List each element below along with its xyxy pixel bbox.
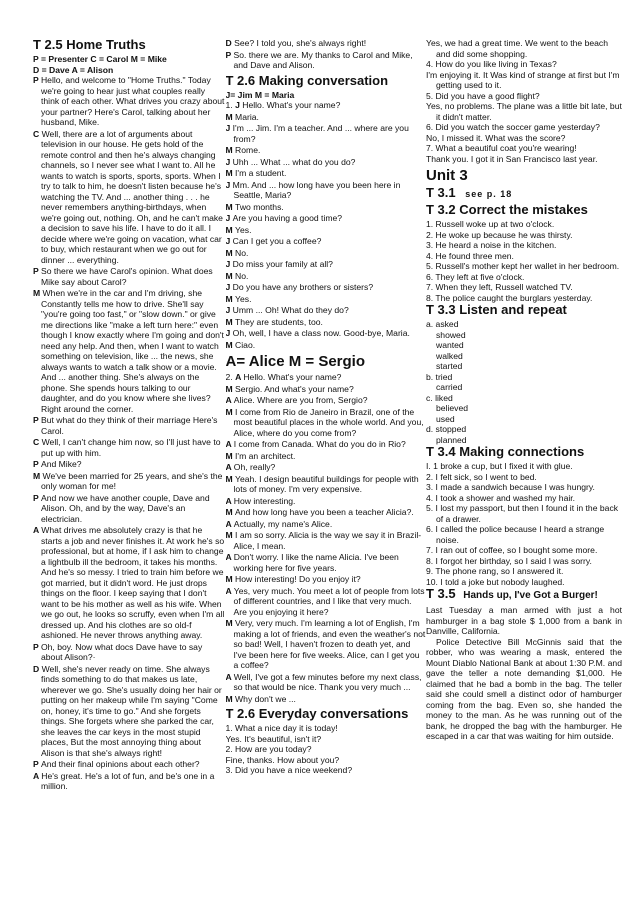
speaker-label: M [225, 473, 236, 484]
cast-line-jim-maria: J= Jim M = Maria [225, 89, 295, 100]
dialogue-line [226, 586, 426, 618]
unit-title: Unit 3 [426, 167, 468, 184]
story-paragraph: Police Detective Bill McGinnis said that the robber, who was wearing a mask, entered the Mount Diablo National Bank at about 1:30 P.M. and gave the teller a note demanding $1,000. He claimed that he bad a bomb in the bag. The teller said she could smell a distinct odor of hamburger coming from the bag. Even so, she handed the money to the man. As he was running out of the bank, he dropped the bag with the hamburger. He escaped in a car that was waiting for him outside. [426, 636, 622, 741]
dialogue-line [226, 519, 426, 530]
dialogue-line [226, 168, 426, 179]
speaker-label: C [33, 128, 42, 139]
dialogue-line [33, 129, 225, 266]
section-title-t35 [426, 587, 622, 603]
speaker-label: A [225, 585, 234, 596]
dialogue-line [226, 282, 426, 293]
list-item: 3. He heard a noise in the kitchen. [426, 240, 557, 250]
column-2 [226, 38, 426, 893]
line-text: Maria. [235, 111, 259, 122]
section-title-t26: T 2.6 Making conversation [225, 72, 389, 88]
word-item: planned [436, 434, 467, 445]
speaker-label: M [225, 507, 236, 517]
list-t34 [426, 461, 622, 587]
speaker-label: J [225, 156, 233, 167]
line-text: Very, very much. I'm learning a lot of English, I'm making a lot of friends, and even the weather's not so bad! Well, I haven't frozen to death yet, and I've been here for five weeks. Alice, can I get you a coffee? [233, 618, 426, 670]
dialogue-line [226, 552, 426, 573]
list-item: 6. They left at five o'clock. [426, 271, 525, 282]
line-text: Two months. [235, 201, 284, 212]
word-item: showed [436, 329, 466, 340]
column-1 [33, 38, 225, 893]
speaker-label: M [225, 383, 236, 394]
dialogue-line [33, 664, 225, 759]
list-item: 5. Did you have a good flight? [426, 90, 540, 101]
line-text: Are you having a good time? [232, 213, 343, 223]
group-label: d. stopped [426, 424, 467, 434]
speaker-label: A [225, 518, 234, 529]
speaker-label: J [225, 259, 233, 269]
dialogue-line [226, 507, 426, 518]
line-text: Well, I can't change him now, so I'll just have to put up with him. [41, 437, 221, 458]
speaker-label: P [33, 641, 41, 652]
speaker-label: A [33, 525, 42, 535]
speaker-label: M [225, 450, 236, 461]
speaker-label: M [225, 270, 236, 281]
speaker-label: J [225, 305, 233, 315]
dialogue-line [226, 180, 426, 201]
speaker-label: A [225, 439, 234, 449]
speaker-label: D [225, 38, 235, 48]
list-item: 7. I ran out of coffee, so I bought some more. [426, 545, 598, 555]
speaker-label: A [225, 495, 234, 506]
speaker-label: A [225, 671, 234, 682]
speaker-label: A [225, 395, 234, 405]
line-text: No. [235, 270, 249, 281]
speaker-label: M [225, 530, 236, 540]
list-item: 6. I called the police because I heard a strange noise. [426, 524, 605, 545]
list-item: 4. How do you like living in Texas? [426, 59, 557, 69]
line-text: Hello. What's your name? [242, 100, 341, 110]
line-text: Well, there are a lot of arguments about television in our house. He gets hold of the remote control and then he's always changing channels, so I never see what I want to. All he wants to watch is sports, sports, sports. When I try to talk to him, he doesn't listen because he's watching the TV. And ... another thing . . . he never remembers anything-birthdays, when we're going out, nothing. Oh, and he can't make a decision to save his life. I have to do it all. I decide where we're going on vacation, what car to buy, which restaurant when we go out for dinner ... everything. [41, 128, 223, 265]
line-text: Mm. And ... how long have you been here in Seattle, Maria? [232, 179, 401, 200]
dialogue-line [33, 759, 225, 770]
line-text: No. [235, 247, 249, 258]
list-item: 4. I took a shower and washed my hair. [426, 492, 576, 503]
speaker-label: M [225, 339, 236, 350]
dialogue-line [226, 305, 426, 316]
speaker-label: D [33, 663, 42, 674]
t31-subtitle: see p. 18 [465, 189, 513, 199]
dialogue-t26-1 [226, 100, 426, 350]
dialogue-line [226, 451, 426, 462]
dialogue-line [226, 100, 426, 111]
dialogue-line [33, 471, 225, 492]
line-text: Can I get you a coffee? [232, 236, 322, 246]
line-text: Hello. What's your name? [243, 372, 342, 382]
line-text: Sergio. And what's your name? [235, 383, 354, 394]
dialogue-line [226, 50, 426, 71]
column-3 [426, 38, 622, 893]
list-item: Yes, no problems. The plane was a little bit late, but it didn't matter. [426, 101, 622, 122]
line-text: Oh, boy. Now what docs Dave have to say about Alison?· [40, 641, 203, 662]
speaker-label: M [225, 111, 236, 122]
list-t33 [426, 319, 622, 445]
line-text: How interesting! Do you enjoy it? [235, 574, 361, 584]
story-paragraph: Last Tuesday a man armed with just a hot hamburger in a bag stole $ 1,000 from a bank in Danville, California. [426, 605, 622, 636]
dialogue-line [226, 328, 426, 339]
line-text: Yes. [235, 293, 252, 304]
speaker-label: M [33, 288, 43, 298]
dialogue-line [226, 225, 426, 236]
dialogue-line [226, 123, 426, 144]
speaker-label: J [235, 100, 243, 110]
line-text: I come from Rio de Janeiro in Brazil, one of the most beautiful places in the whole world. And you, Alice, where do you come from? [233, 406, 424, 438]
speaker-label: J [225, 236, 233, 246]
cast-line-2: D = Dave A = Alison [33, 64, 114, 75]
list-item: 8. The police caught the burglars yesterday. [426, 292, 593, 303]
dialogue-line [33, 266, 225, 287]
word-item: carried [436, 382, 463, 392]
section-title-t25: T 2.5 Home Truths [33, 38, 146, 52]
dialogue-line [226, 474, 426, 495]
speaker-label: P [33, 415, 41, 425]
group-label: b. tried [426, 371, 453, 382]
line-text: Well, she's never ready on time. She always finds something to do that makes us late, wherever we go. She's usually doing her hair or putting on her makeup while I'm saying "Come on, honey, it's time to go." And she forgets things. She forgets where she parked the car, she leaves the car keys in the most stupid places, But the most annoying thing about Alison is that she's always right! [41, 663, 222, 758]
line-text: I'm ... Jim. I'm a teacher. And ... where are you from? [232, 123, 409, 144]
speaker-label: M [225, 406, 236, 417]
speaker-label: M [225, 224, 236, 235]
section-title-t33: T 3.3 Listen and repeat [426, 302, 567, 317]
dialogue-line [33, 525, 225, 641]
speaker-label: M [225, 693, 236, 704]
line-text: Rome. [235, 145, 261, 155]
speaker-label: C [33, 437, 42, 447]
dialogue-line [226, 694, 426, 705]
speaker-label: M [225, 247, 236, 258]
speaker-label: A [225, 462, 234, 472]
section-title-t31 [426, 186, 622, 201]
dialogue-line [226, 618, 426, 671]
speaker-label: A [33, 770, 42, 781]
word-item: believed [436, 403, 469, 413]
list-item: 1. What a nice day it is today! [225, 723, 338, 733]
line-text: See? I told you, she's always right! [234, 38, 367, 48]
section-title-alice-sergio: A= Alice M = Sergio [225, 353, 365, 370]
list-item: I'm enjoying it. It Was kind of strange at first but I'm getting used to it. [426, 69, 620, 90]
section-title-t26-everyday: T 2.6 Everyday conversations [225, 706, 409, 721]
dialogue-line [33, 771, 225, 792]
dialogue-line [33, 642, 225, 663]
line-text: I'm an architect. [235, 450, 296, 461]
t31-label: T 3.1 [426, 185, 456, 200]
speaker-label: J [225, 282, 233, 292]
list-item: 2. I felt sick, so I went to bed. [426, 471, 537, 482]
dialogue-line [226, 317, 426, 328]
speaker-label: P [33, 266, 41, 276]
dialogue-line [226, 496, 426, 507]
speaker-label: P [33, 459, 41, 469]
speaker-label: M [33, 470, 43, 481]
speaker-label: J [225, 179, 233, 190]
line-text: So. there we are. My thanks to Carol and Mike, and Dave and Alison. [233, 49, 413, 70]
list-item: 2. He woke up because he was thirsty. [426, 229, 573, 240]
dialogue-line [226, 259, 426, 270]
dialogue-line [226, 236, 426, 247]
line-text: Do you have any brothers or sisters? [232, 282, 374, 292]
speaker-label: M [225, 168, 236, 178]
line-text: What drives me absolutely crazy is that he starts a job and never finishes it. At work he's so professional, but at home, if I ask him to change a lightbulb ill the bedroom, it takes his months. And he's so messy. I tried to train him before we got married, but it didn't word. He just drops things on the floor. I keep saying that I don't want to be his mother as well as his wife. When we go out, he looks so scruffy, even when I'm all dressed up. And his clothes are so old-f ashioned. He never throws anything away. [41, 525, 225, 640]
list-item: 6. Did you watch the soccer game yesterday? [426, 122, 600, 132]
line-text: Yeah. I design beautiful buildings for people with lots of money. I'm very expensive. [233, 473, 419, 494]
line-text: Yes, very much. You meet a lot of people from lots of different countries, and I like that very much. Are you enjoying it here? [233, 585, 425, 617]
dialogue-line [226, 294, 426, 305]
line-text: Oh, really? [233, 462, 276, 472]
list-item: Thank you. I got it in San Francisco last year. [426, 153, 598, 164]
list-item: I. 1 broke a cup, but I fixed it with glue. [426, 461, 573, 471]
line-text: And Mike? [40, 459, 82, 469]
line-text: And how long have you been a teacher Alicia?. [235, 507, 414, 517]
speaker-label: P [225, 49, 234, 60]
dialogue-line [33, 493, 225, 525]
dialogue-line [226, 384, 426, 395]
line-text: He's great. He's a lot of fun, and be's one in a million. [41, 770, 215, 791]
t35-label: T 3.5 [426, 586, 456, 601]
speaker-label: J [225, 328, 233, 338]
speaker-label: M [225, 145, 236, 155]
story-t35 [426, 605, 622, 742]
list-item: 7. When they left, Russell watched TV. [426, 282, 573, 292]
list-item: 8. I forgot her birthday, so I said I was sorry. [426, 555, 592, 566]
dialogue-line [33, 459, 225, 470]
speaker-label: M [225, 618, 236, 628]
dialogue-line [226, 372, 426, 383]
line-text: I come from Canada. What do you do in Rio? [233, 439, 406, 449]
speaker-label: M [225, 293, 236, 304]
dialogue-line [226, 202, 426, 213]
dialogue-line [226, 38, 426, 49]
word-item: walked [436, 350, 463, 361]
word-item: started [436, 361, 463, 371]
speaker-label: M [225, 316, 236, 327]
line-text: They are students, too. [235, 316, 323, 327]
line-text: Alice. Where are you from, Sergio? [233, 395, 368, 405]
dialogue-t25 [33, 75, 225, 792]
dialogue-line [226, 340, 426, 351]
line-text: Don't worry. I like the name Alicia. I've been working here for five years. [233, 552, 399, 573]
dialogue-line [226, 213, 426, 224]
list-item: 5. I lost my passport, but then I found it in the back of a drawer. [426, 503, 619, 524]
dialogue-line [226, 145, 426, 156]
t35-subtitle: Hands up, I've Got a Burger! [463, 590, 598, 601]
list-item: 10. I told a joke but nobody laughed. [426, 576, 565, 587]
dialogue-t25-end [226, 38, 426, 71]
dialogue-line [226, 672, 426, 693]
list-item: Yes. It's beautiful, isn't it? [225, 733, 322, 744]
speaker-label: P [33, 75, 41, 85]
speaker-label: M [225, 574, 236, 584]
speaker-label: P [33, 492, 41, 503]
line-text: We've been married for 25 years, and she's the only woman for me! [41, 470, 223, 491]
dialogue-line [226, 574, 426, 585]
dialogue-line [226, 157, 426, 168]
line-text: Yes. [235, 224, 252, 235]
dialogue-line [226, 462, 426, 473]
list-item: No, I missed it. What was the score? [426, 132, 566, 143]
line-text: I am so sorry. Alicia is the way we say it in Brazil- Alice, I mean. [233, 530, 422, 551]
dialogue-line [33, 75, 225, 128]
list-item: 4. He found three men. [426, 250, 514, 261]
speaker-label: J [225, 213, 233, 223]
dialogue-line [226, 530, 426, 551]
line-text: Actually, my name's Alice. [233, 518, 333, 529]
line-number: 2. [225, 372, 236, 382]
dialogue-line [226, 112, 426, 123]
line-text: Umm ... Oh! What do they do? [232, 305, 349, 315]
list-t32 [426, 219, 622, 303]
line-text: Well, I've got a few minutes before my next class, so that would be nice. Thank you very much ... [233, 671, 422, 692]
group-label: c. liked [426, 392, 453, 403]
dialogue-line [33, 437, 225, 458]
line-text: And their final opinions about each other? [40, 759, 200, 769]
list-item: 9. The phone rang, so I answered it. [426, 566, 564, 576]
line-text: But what do they think of their marriage Here's Carol. [40, 415, 218, 436]
list-item: 7. What a beautiful coat you're wearing! [426, 143, 577, 153]
line-text: Do miss your family at all? [232, 259, 333, 269]
dialogue-line [33, 288, 225, 414]
line-text: When we're in the car and I'm driving, she Constantly tells me how to drive. She'll say "you're going too fast," or "slow down." or give me directions like "make a left turn here:" even though I know exactly where I'm going and don't need any help. And then, when I want to watch something on television, like ... the news, she always wants to watch a talk show or a movie. And ... another thing. She's always on the phone. She spends hours talking to our daughter, and do you know where she lives? Right around the corner. [41, 288, 224, 414]
dialogue-line [226, 439, 426, 450]
section-title-t32: T 3.2 Correct the mistakes [426, 202, 588, 217]
dialogue-line [226, 271, 426, 282]
line-text: I'm a student. [235, 168, 287, 178]
line-text: So there we have Carol's opinion. What does Mike say about Carol? [40, 266, 213, 287]
speaker-label: A [235, 372, 244, 382]
list-item: Yes, we had a great time. We went to the beach and did some shopping. [426, 38, 609, 59]
dialogue-line [226, 407, 426, 439]
line-text: And now we have another couple, Dave and Alison. Oh, and by the way, Dave's an electrician. [40, 492, 210, 524]
speaker-label: A [225, 552, 234, 562]
dialogue-everyday-cont [426, 38, 622, 164]
line-text: Uhh ... What ... what do you do? [232, 156, 356, 167]
list-item: Fine, thanks. How about you? [225, 754, 340, 765]
line-text: Why don't we ... [235, 693, 296, 704]
list-item: 5. Russell's mother kept her wallet in her bedroom. [426, 261, 620, 271]
list-item: 2. How are you today? [225, 744, 312, 754]
line-text: How interesting. [233, 495, 296, 506]
speaker-label: M [225, 201, 236, 212]
dialogue-t26-2 [226, 372, 426, 704]
list-item: 1. Russell woke up at two o'clock. [426, 219, 555, 229]
speaker-label: J [225, 123, 233, 133]
group-label: a. asked [426, 319, 459, 329]
list-item: 3. I made a sandwich because I was hungry. [426, 482, 595, 492]
dialogue-line [226, 395, 426, 406]
line-text: Ciao. [235, 339, 256, 350]
line-number: 1. [225, 100, 236, 110]
section-title-t34: T 3.4 Making connections [426, 444, 585, 459]
line-text: Hello, and welcome to "Home Truths." Today we're going to hear just what couples really think of each other. What drives you crazy about your partner? Here's Carol, talking about her husband, Mike. [40, 75, 225, 127]
dialogue-line [33, 415, 225, 436]
list-item: 3. Did you have a nice weekend? [225, 765, 353, 775]
word-item: used [436, 413, 455, 424]
word-item: wanted [436, 340, 464, 350]
speaker-label: P [33, 759, 41, 769]
cast-line-1: P = Presenter C = Carol M = Mike [33, 54, 167, 64]
dialogue-line [226, 248, 426, 259]
dialogue-everyday [226, 723, 426, 776]
line-text: Oh, well, I have a class now. Good-bye, Maria. [232, 328, 410, 338]
